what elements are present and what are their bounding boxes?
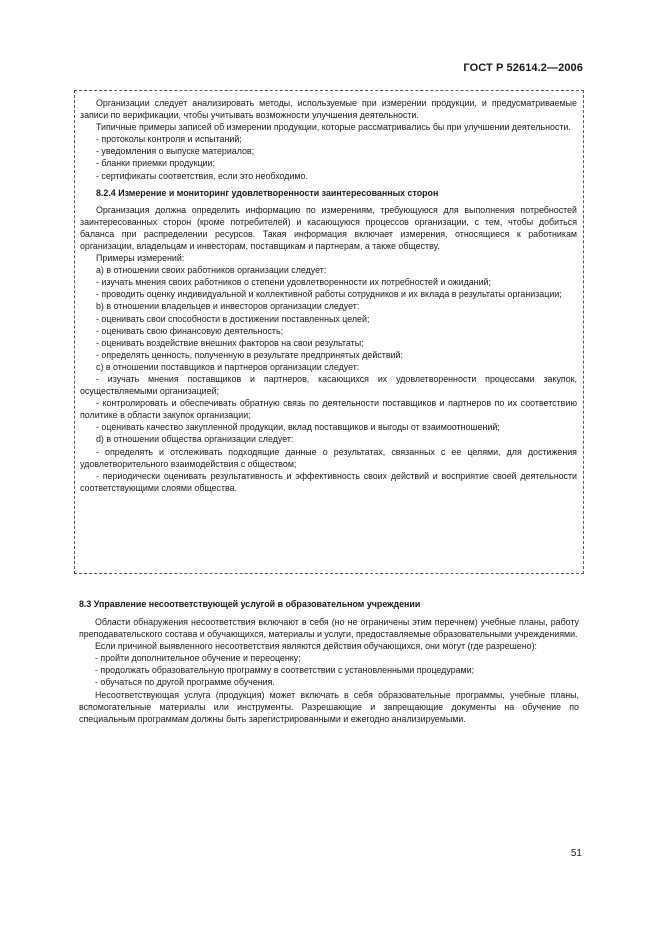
list-item: - оценивать качество закупленной продукции, вклад поставщиков и выгоды от взаимоотношений; [96,422,500,433]
section-heading: 8.2.4 Измерение и мониторинг удовлетворенности заинтересованных сторон [96,187,439,198]
paragraph: Если причиной выявленного несоответствия являются действия обучающихся, они могут (где разрешено): [95,641,537,652]
revision-box [74,90,584,574]
paragraph: Организации следует анализировать методы, используемые при измерении продукции, и предусматриваемые записи по верификации, чтобы учитывать возможности улучшения деятельности. [80,98,577,121]
list-item: - продолжать образовательную программу в соответствии с установленными процедурами; [95,665,475,676]
list-item: - бланки приемки продукции; [96,158,215,169]
list-item: - проводить оценку индивидуальной и коллективной работы сотрудников и их вклада в результаты организации; [96,289,562,300]
paragraph: Несоответствующая услуга (продукция) может включать в себя образовательные программы, учебные планы, вспомогательные материалы или инструменты. Разрешающие и запрещающие документы на обучение по специальным программам должны быть зарегистрированными и ежегодно анализируемыми. [79,689,579,724]
list-item: - оценивать свою финансовую деятельность; [96,325,284,336]
section-8-3 [79,598,579,725]
list-item: - изучать мнения поставщиков и партнеров, касающихся их удовлетворенности процессами закупок, осуществляемыми организацией; [80,373,577,397]
list-item: b) в отношении владельцев и инвесторов организации следует: [96,301,360,312]
paragraph: Области обнаружения несоответствия включают в себя (но не ограничены этим перечнем) учебные планы, работу преподавательского состава и обучающихся, материалы и услуги, предоставляемые образовательными учреждениями. [79,617,579,640]
list-item: Примеры измерений: [96,253,185,264]
paragraph: Организация должна определить информацию по измерениям, требующуюся для выполнения потребностей заинтересованных сторон (кроме потребителей) и касающуюся процессов организации, с тем, чтобы добиться баланса при распределении ресурсов. Такая информация включает измерения, относящиеся к работникам организации, владельцам и инвесторам, поставщикам и партнерам, а также обществу. [80,204,577,251]
list-item: с) в отношении поставщиков и партнеров организации следует: [96,361,360,372]
list-item: - обучаться по другой программе обучения. [95,677,275,688]
list-item: - контролировать и обеспечивать обратную связь по деятельности поставщиков и партнеров по их соответствию политике в области закупок организации; [80,398,577,421]
list-item: а) в отношении своих работников организации следует: [96,265,327,276]
standard-header: ГОСТ Р 52614.2—2006 [463,62,583,74]
list-item: d) в отношении общества организации следует: [96,434,294,445]
list-item: - определять ценность, полученную в результате предпринятых действий; [96,349,403,360]
list-item: - изучать мнения своих работников о степени удовлетворенности их потребностей и ожиданий; [96,277,491,288]
list-item: - сертификаты соответствия, если это необходимо. [96,170,308,181]
list-item: - пройти дополнительное обучение и переоценку; [95,653,301,664]
list-item: - периодически оценивать результативность и эффективность своих действий и восприятие своей деятельности соответствующими слоями общества. [80,470,577,493]
section-heading: 8.3 Управление несоответствующей услугой в образовательном учреждении [79,599,421,609]
page-number: 51 [570,848,582,859]
list-item: - оценивать воздействие внешних факторов на свои результаты; [96,337,364,348]
list-item: - протоколы контроля и испытаний; [96,134,242,145]
list-item: - уведомления о выпуске материалов; [96,146,255,157]
list-item: - определять и отслеживать подходящие данные о результатах, связанных с ее целями, для достижения удовлетворительного взаимодействия с обществом; [80,446,577,469]
list-item: - оценивать свои способности в достижении поставленных целей; [96,313,370,324]
paragraph: Типичные примеры записей об измерении продукции, которые рассматривались бы при улучшении деятельности. [96,122,571,133]
